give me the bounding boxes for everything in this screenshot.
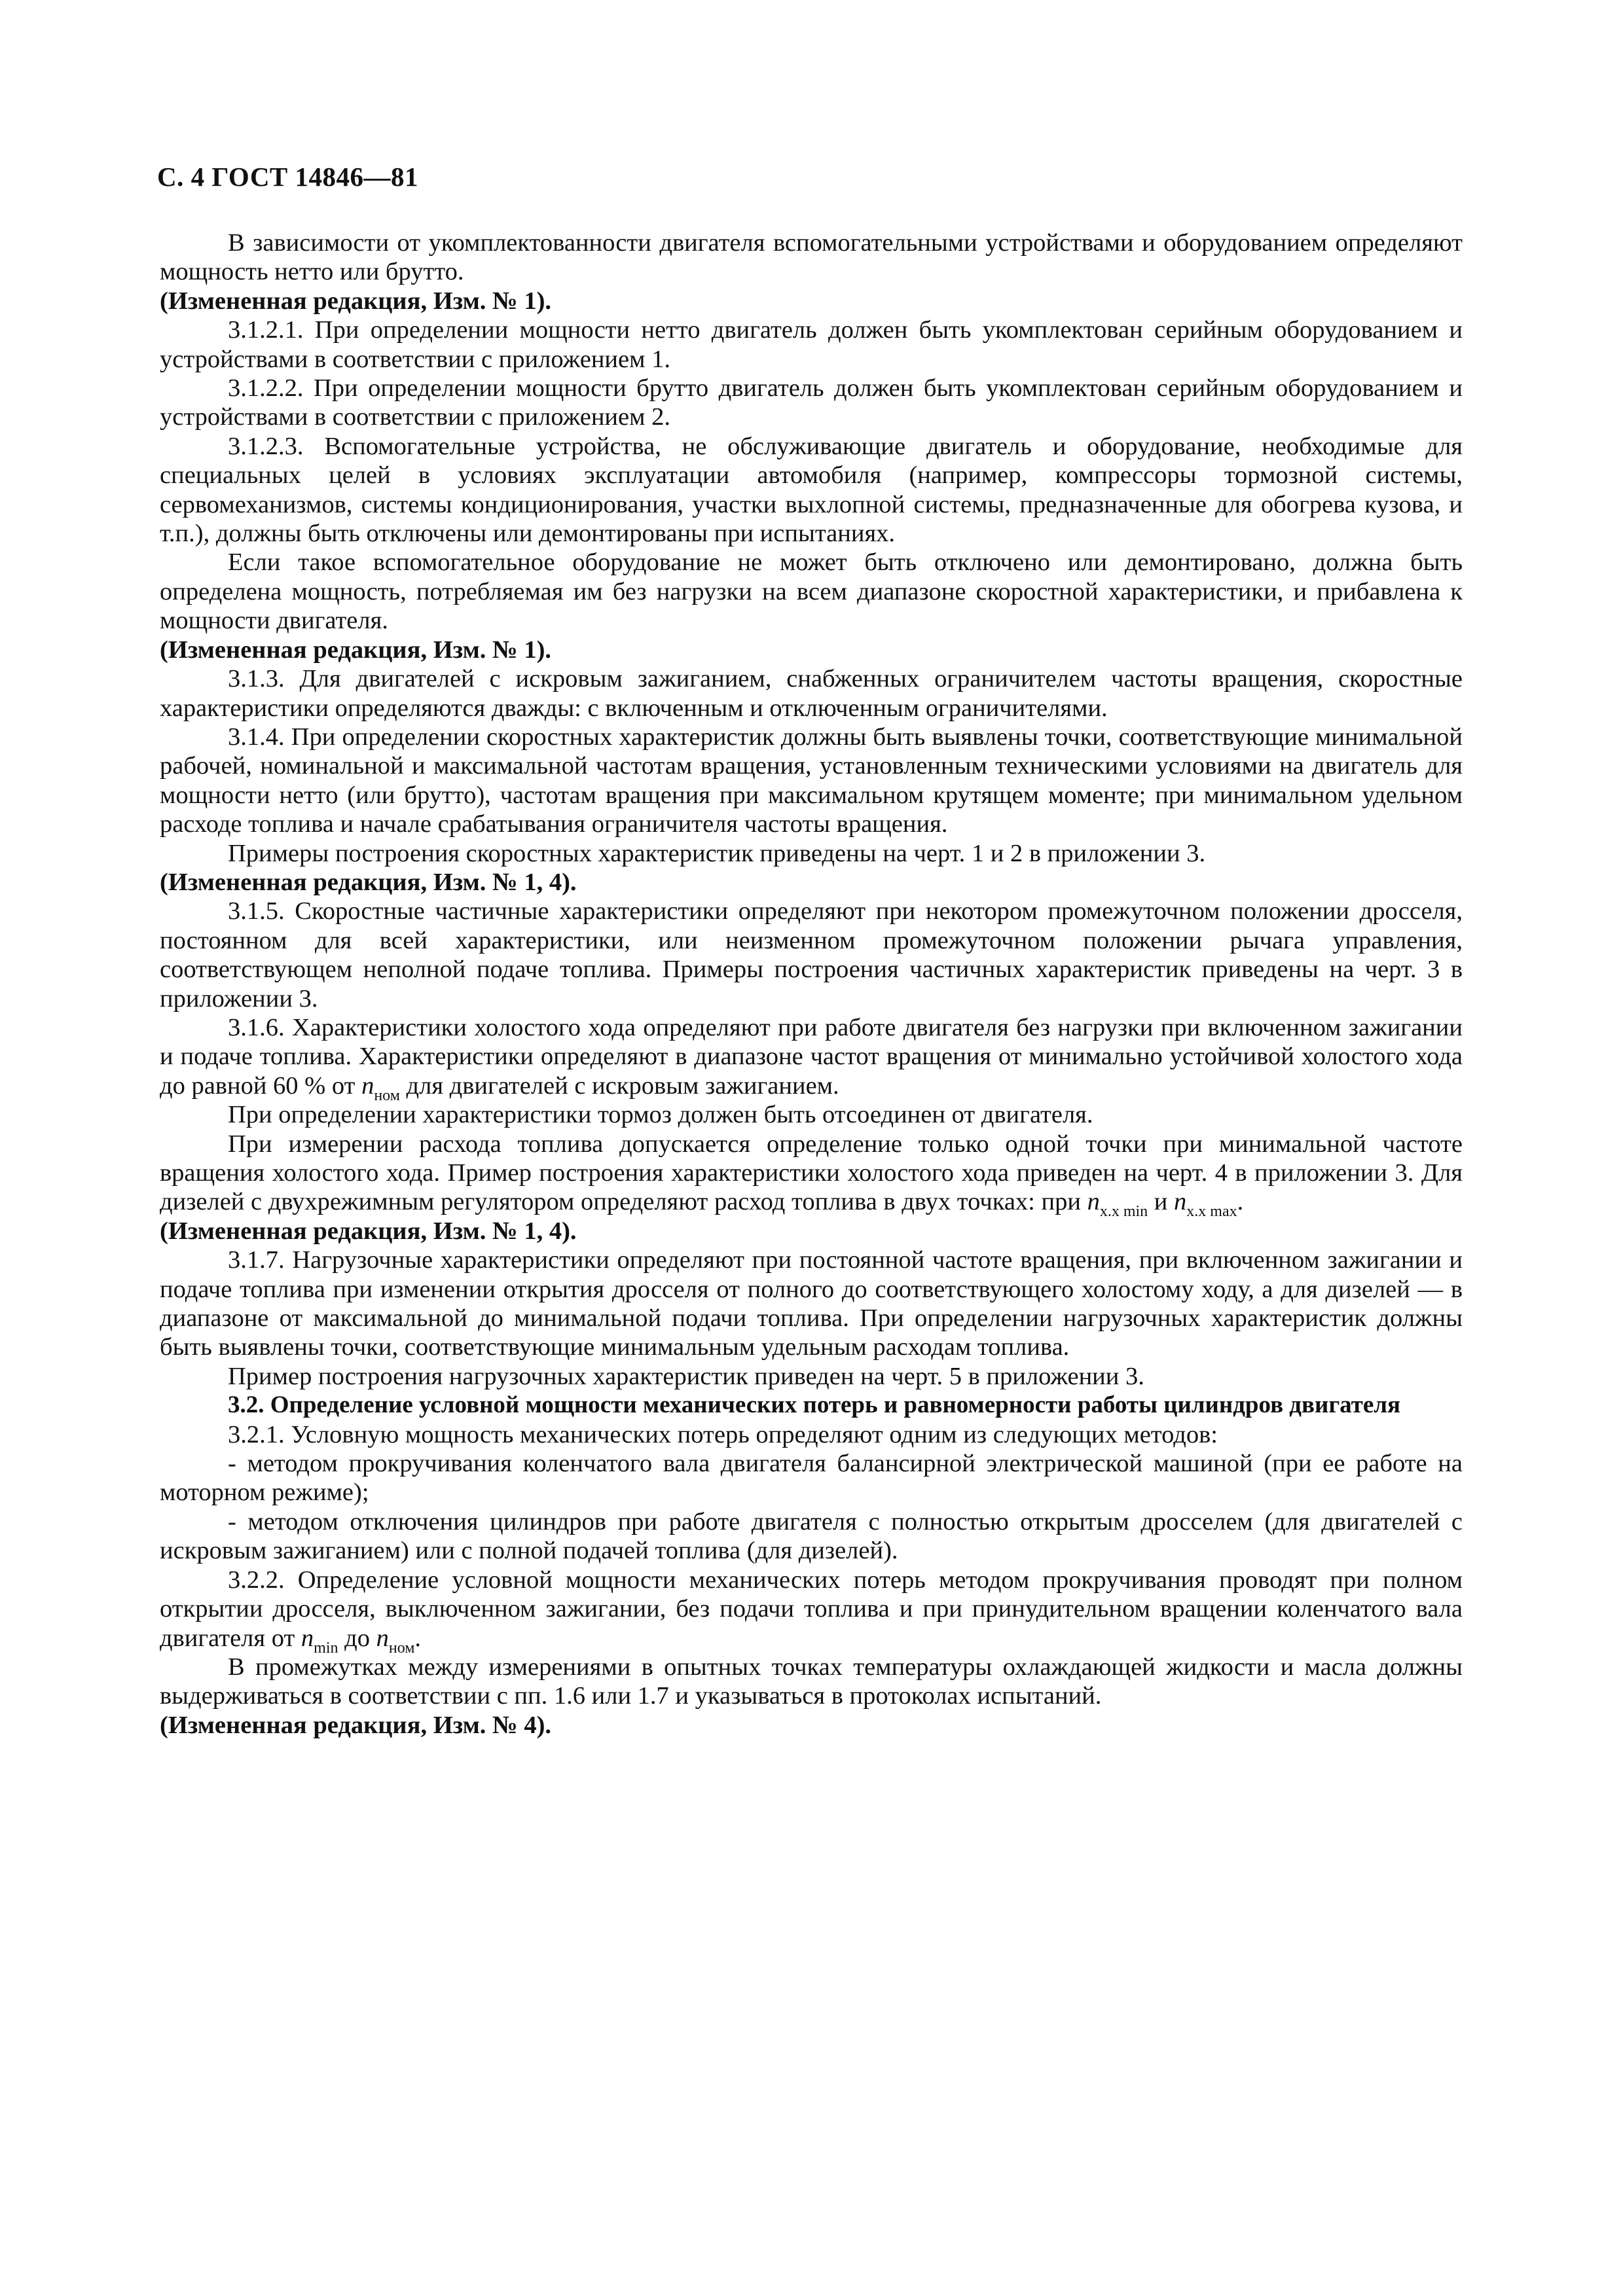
revision-note: (Измененная редакция, Изм. № 1, 4). [160, 868, 577, 896]
list-item: - методом отключения цилиндров при работе двигателя с полностью открытым дросселем (для двигателей с искровым зажиганием) или с полной подачей топлива (для дизелей). [160, 1507, 1463, 1565]
variable-n: n [376, 1624, 389, 1652]
document-body [160, 228, 1463, 1740]
subscript: ном [374, 1086, 400, 1104]
variable-n: n [1174, 1188, 1187, 1216]
clause-3-1-6 [160, 1013, 1463, 1104]
paragraph [160, 1130, 1463, 1221]
clause-3-1-2-3: 3.1.2.3. Вспомогательные устройства, не обслуживающие двигатель и оборудование, необходимые для специальных целей в условиях эксплуатации автомобиля (например, компрессоры тормозной системы, сервомеханизмов, системы кондиционирования, участки выхлопной системы, предназначенные для обогрева кузова, и т.п.), должны быть отключены или демонтированы при испытаниях. [160, 432, 1463, 548]
list-item: - методом прокручивания коленчатого вала двигателя балансирной электрической машиной (при ее работе на моторном режиме); [160, 1450, 1463, 1507]
subscript: х.х max [1186, 1203, 1237, 1221]
text-run: . [414, 1624, 422, 1652]
text-run: При измерении расхода топлива допускается определение только одной точки при минимальной частоте вращения холостого хода. Пример построения характеристики холостого хода приведен на черт. 4 в приложении 3. Для дизелей с двухрежимным регулятором определяют расход топлива в двух точках: при [160, 1130, 1463, 1216]
paragraph: Если такое вспомогательное оборудование не может быть отключено или демонтировано, должна быть определена мощность, потребляемая им без нагрузки на всем диапазоне скоростной характеристики, и прибавлена к мощности двигателя. [160, 548, 1463, 635]
subscript: min [314, 1639, 338, 1657]
revision-note: (Измененная редакция, Изм. № 1). [160, 636, 552, 664]
revision-note: (Измененная редакция, Изм. № 1). [160, 287, 552, 315]
subscript: х.х min [1099, 1203, 1148, 1221]
revision-note: (Измененная редакция, Изм. № 1, 4). [160, 1217, 577, 1245]
variable-n: n [1087, 1188, 1100, 1216]
clause-3-2-2 [160, 1566, 1463, 1657]
section-heading-3-2: 3.2. Определение условной мощности механических потерь и равномерности работы цилиндров двигателя [228, 1391, 1401, 1419]
subscript: ном [388, 1639, 415, 1657]
clause-3-1-7: 3.1.7. Нагрузочные характеристики определяют при постоянной частоте вращения, при включенном зажигании и подаче топлива при изменении открытия дросселя от полного до соответствующего холостому ходу, а для дизелей — в диапазоне от максимальной до минимальной подачи топлива. При определении нагрузочных характеристик должны быть выявлены точки, соответствующие минимальным удельным расходам топлива. [160, 1246, 1463, 1361]
text-run: и [1148, 1188, 1175, 1216]
variable-n: n [361, 1071, 374, 1100]
text-run: для двигателей с искровым зажиганием. [399, 1071, 839, 1100]
text-run: до [338, 1624, 376, 1652]
page-header: С. 4 ГОСТ 14846—81 [157, 162, 419, 192]
variable-n: n [301, 1624, 314, 1652]
clause-3-1-5: 3.1.5. Скоростные частичные характеристики определяют при некотором промежуточном положении дросселя, постоянном для всей характеристики, или неизменном промежуточном положении рычага управления, соответствующем неполной подаче топлива. Примеры построения частичных характеристик приведены на черт. 3 в приложении 3. [160, 897, 1463, 1013]
clause-3-2-1: 3.2.1. Условную мощность механических потерь определяют одним из следующих методов: [228, 1420, 1218, 1448]
clause-3-1-3: 3.1.3. Для двигателей с искровым зажиганием, снабженных ограничителем частоты вращения, скоростные характеристики определяются дважды: с включенным и отключенным ограничителями. [160, 665, 1463, 722]
paragraph: Пример построения нагрузочных характеристик приведен на черт. 5 в приложении 3. [228, 1362, 1144, 1390]
paragraph: Примеры построения скоростных характеристик приведены на черт. 1 и 2 в приложении 3. [228, 839, 1206, 867]
paragraph: При определении характеристики тормоз должен быть отсоединен от двигателя. [228, 1101, 1093, 1129]
clause-3-1-2-2: 3.1.2.2. При определении мощности брутто двигатель должен быть укомплектован серийным оборудованием и устройствами в соответствии с приложением 2. [160, 374, 1463, 431]
text-run: 3.1.6. Характеристики холостого хода определяют при работе двигателя без нагрузки при включенном зажигании и подаче топлива. Характеристики определяют в диапазоне частот вращения от минимально устойчивой холостого хода до равной 60 % от [160, 1013, 1463, 1100]
revision-note: (Измененная редакция, Изм. № 4). [160, 1711, 552, 1739]
paragraph: В зависимости от укомплектованности двигателя вспомогательными устройствами и оборудованием определяют мощность нетто или брутто. [160, 229, 1463, 286]
text-run: . [1237, 1188, 1244, 1216]
clause-3-1-4: 3.1.4. При определении скоростных характеристик должны быть выявлены точки, соответствующие минимальной рабочей, номинальной и максимальной частотам вращения, установленным техническими условиями на двигатель для мощности нетто (или брутто), частотам вращения при максимальном крутящем моменте; при минимальном удельном расходе топлива и начале срабатывания ограничителя частоты вращения. [160, 723, 1463, 838]
clause-3-1-2-1: 3.1.2.1. При определении мощности нетто двигатель должен быть укомплектован серийным оборудованием и устройствами в соответствии с приложением 1. [160, 316, 1463, 373]
text-run: 3.2.2. Определение условной мощности механических потерь методом прокручивания проводят при полном открытии дросселя, выключенном зажигании, без подачи топлива и при принудительном вращении коленчатого вала двигателя от [160, 1566, 1463, 1652]
paragraph: В промежутках между измерениями в опытных точках температуры охлаждающей жидкости и масла должны выдерживаться в соответствии с пп. 1.6 или 1.7 и указываться в протоколах испытаний. [160, 1653, 1463, 1710]
